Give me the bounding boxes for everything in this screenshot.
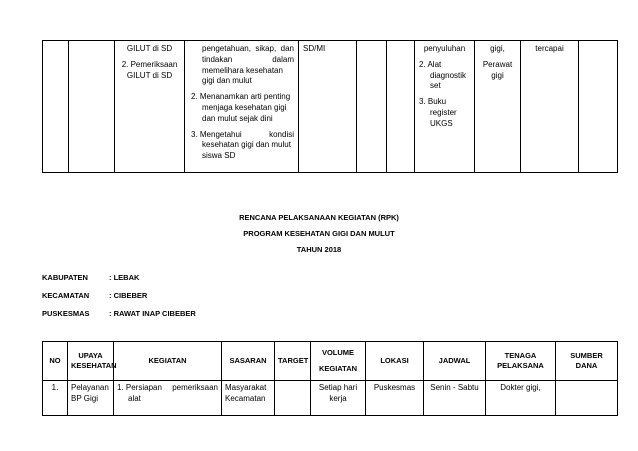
cont-cell-volume bbox=[387, 41, 415, 173]
cont-cell-sumber: tercapai bbox=[521, 41, 579, 173]
cont-cell-sasaran: SD/MI bbox=[299, 41, 357, 173]
cont-cell-target bbox=[357, 41, 387, 173]
row-volume: Setiap hari kerja bbox=[311, 381, 366, 416]
info-kecamatan: KECAMATAN : CIBEBER bbox=[42, 291, 148, 300]
header-kegiatan: KEGIATAN bbox=[114, 342, 222, 381]
cont-cell-kegiatan: pengetahuan, sikap, dan tindakan dalam memelihara kesehatan gigi dan mulut 2. Menanamkan arti penting menjaga kesehatan gigi dan mulut sejak dini 3. Mengetahui kondisi kesehatan gigi dan mulut siswa SD bbox=[185, 41, 299, 173]
header-no: NO bbox=[43, 342, 68, 381]
row-kegiatan: 1. Persiapan pemeriksaan alat bbox=[114, 381, 222, 416]
cont-cell-blank bbox=[69, 41, 115, 173]
info-kabupaten: KABUPATEN : LEBAK bbox=[42, 273, 140, 282]
header-tenaga: TENAGA PELAKSANA bbox=[486, 342, 556, 381]
header-sumber: SUMBER DANA bbox=[556, 342, 618, 381]
header-sasaran: SASARAN bbox=[222, 342, 275, 381]
cont-cell-lokasi: penyuluhan 2. Alat diagnostik set 3. Buku register UKGS bbox=[415, 41, 475, 173]
cont-cell-no bbox=[43, 41, 69, 173]
header-upaya: UPAYA KESEHATAN bbox=[68, 342, 114, 381]
row-sumber bbox=[556, 381, 618, 416]
table-row bbox=[43, 381, 618, 416]
row-target bbox=[275, 381, 311, 416]
row-jadwal: Senin - Sabtu bbox=[424, 381, 486, 416]
header-lokasi: LOKASI bbox=[366, 342, 424, 381]
row-upaya: Pelayanan BP Gigi bbox=[68, 381, 114, 416]
continuation-table bbox=[42, 40, 618, 173]
table-header-row bbox=[43, 342, 618, 381]
year-title: TAHUN 2018 bbox=[296, 245, 342, 254]
header-target: TARGET bbox=[275, 342, 311, 381]
row-tenaga: Dokter gigi, bbox=[486, 381, 556, 416]
rpk-title: RENCANA PELAKSANAAN KEGIATAN (RPK) bbox=[239, 213, 399, 222]
row-sasaran: Masyarakat Kecamatan bbox=[222, 381, 275, 416]
row-no: 1. bbox=[43, 381, 68, 416]
program-title: PROGRAM KESEHATAN GIGI DAN MULUT bbox=[243, 229, 395, 238]
cont-cell-end bbox=[579, 41, 618, 173]
header-jadwal: JADWAL bbox=[424, 342, 486, 381]
header-volume: VOLUME KEGIATAN bbox=[311, 342, 366, 381]
rpk-table bbox=[42, 341, 618, 416]
cont-cell-tenaga: gigi, Perawat gigi bbox=[475, 41, 521, 173]
cont-cell-upaya: GILUT di SD 2. Pemeriksaan GILUT di SD bbox=[115, 41, 185, 173]
info-puskesmas: PUSKESMAS : RAWAT INAP CIBEBER bbox=[42, 309, 196, 318]
row-lokasi: Puskesmas bbox=[366, 381, 424, 416]
